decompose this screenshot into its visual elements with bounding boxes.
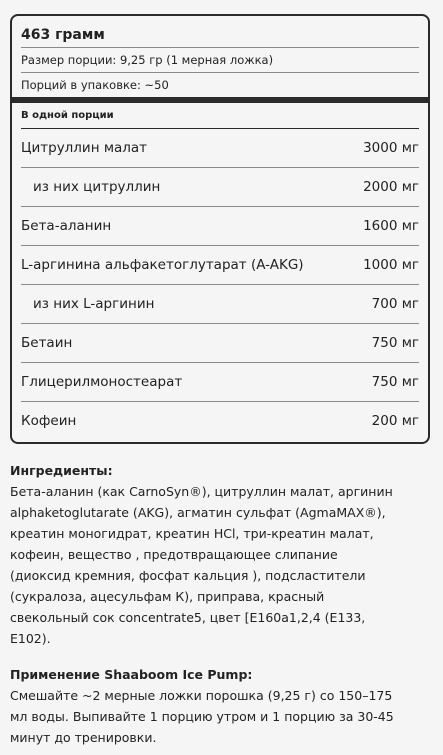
fact-name: Бета-аланин <box>21 218 112 234</box>
usage-line: Смешайте ~2 мерные ложки порошка (9,25 г) со 150–175 <box>10 688 393 703</box>
ingredients-line: alphaketoglutarate (AKG), агматин сульфат (AgmaMAX®), <box>10 505 386 520</box>
fact-row <box>21 323 419 362</box>
ingredients-line: креатин моногидрат, креатин HCl, три-креатин малат, <box>10 526 374 541</box>
package-weight: 463 грамм <box>21 27 105 43</box>
fact-value: 3000 мг <box>363 140 419 156</box>
ingredients-line: E102). <box>10 631 51 646</box>
fact-name: Цитруллин малат <box>21 140 148 156</box>
fact-row <box>21 284 419 323</box>
nutrition-facts-panel <box>10 14 430 444</box>
fact-value: 750 мг <box>371 374 419 390</box>
fact-row <box>21 362 419 401</box>
fact-row <box>21 128 419 167</box>
fact-name: Кофеин <box>21 413 77 429</box>
serving-size: Размер порции: 9,25 гр (1 мерная ложка) <box>21 53 274 67</box>
fact-name: Глицерилмоностеарат <box>21 374 183 390</box>
ingredients-line: Бета-аланин (как CarnoSyn®), цитруллин малат, аргинин <box>10 484 393 499</box>
ingredients-line: (диоксид кремния, фосфат кальция ), подсластители <box>10 568 366 583</box>
fact-row <box>21 245 419 284</box>
ingredients-section <box>10 460 438 649</box>
fact-name: Бетаин <box>21 335 73 351</box>
fact-value: 1000 мг <box>363 257 419 273</box>
ingredients-line: (сукралоза, ацесульфам К), приправа, красный <box>10 589 325 604</box>
fact-value: 700 мг <box>371 296 419 312</box>
ingredients-line: кофеин, вещество , предотвращающее слипание <box>10 547 338 562</box>
fact-name: L-аргинина альфакетоглутарат (A-AKG) <box>21 257 304 273</box>
fact-row <box>21 206 419 245</box>
fact-row <box>21 167 419 206</box>
usage-title: Применение Shaaboom Ice Pump: <box>10 667 253 682</box>
servings-per-package: Порций в упаковке: ~50 <box>21 78 169 92</box>
usage-line: мл воды. Выпивайте 1 порцию утром и 1 порцию за 30-45 <box>10 709 394 724</box>
usage-line: минут до тренировки. <box>10 730 157 745</box>
fact-value: 2000 мг <box>363 179 419 195</box>
fact-value: 200 мг <box>371 413 419 429</box>
fact-value: 750 мг <box>371 335 419 351</box>
fact-name: из них цитруллин <box>33 179 161 195</box>
fact-row <box>21 401 419 440</box>
ingredients-line: свекольный сок concentrate5, цвет [E160a1,2,4 (E133, <box>10 610 366 625</box>
per-serving-label: В одной порции <box>21 110 114 121</box>
usage-section <box>10 664 438 748</box>
fact-value: 1600 мг <box>363 218 419 234</box>
fact-name: из них L-аргинин <box>33 296 155 312</box>
ingredients-title: Ингредиенты: <box>10 463 113 478</box>
